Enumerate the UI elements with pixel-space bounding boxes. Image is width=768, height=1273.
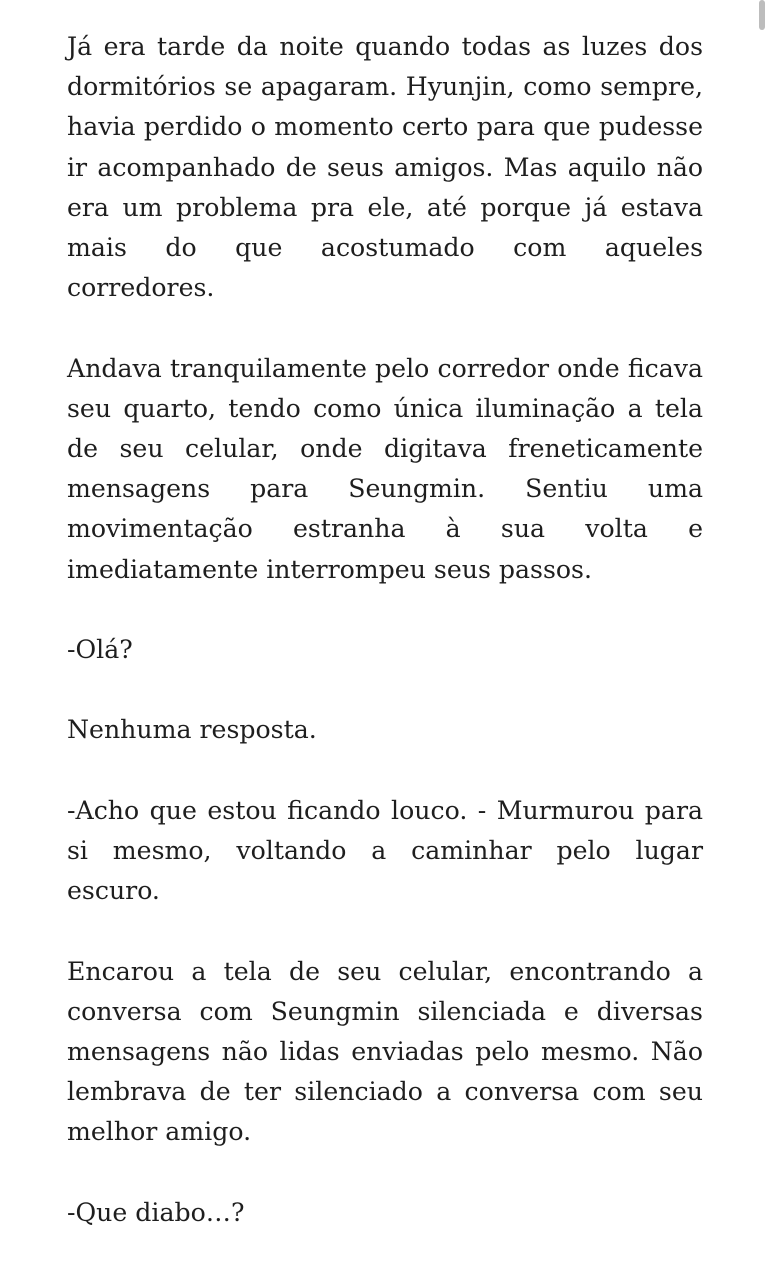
paragraph-1: Já era tarde da noite quando todas as luzes dos dormitórios se apagaram. Hyunjin, como sempre, havia perdido o momento certo para que pudesse ir acompanhado de seus amigos. Mas aquilo não era um problema pra ele, até porque já estava mais do que acostumado com aqueles corredores.	[67, 32, 703, 303]
paragraph-3: -Olá?	[67, 635, 133, 665]
paragraph-2: Andava tranquilamente pelo corredor onde ficava seu quarto, tendo como única iluminação a tela de seu celular, onde digitava freneticamente mensagens para Seungmin. Sentiu uma movimentação estranha à sua volta e imediatamente interrompeu seus passos.	[67, 353, 703, 584]
paragraph-4: Nenhuma resposta.	[67, 715, 317, 745]
story-text	[67, 27, 703, 1273]
paragraph-5: -Acho que estou ficando louco. - Murmurou para si mesmo, voltando a caminhar pelo lugar escuro.	[67, 795, 703, 906]
paragraph-6: Encarou a tela de seu celular, encontrando a conversa com Seungmin silenciada e diversas mensagens não lidas enviadas pelo mesmo. Não lembrava de ter silenciado a conversa com seu melhor amigo.	[67, 956, 703, 1147]
paragraph-7: -Que diabo…?	[67, 1197, 245, 1227]
scrollbar[interactable]	[754, 0, 768, 1200]
scrollbar-thumb[interactable]	[759, 0, 765, 30]
